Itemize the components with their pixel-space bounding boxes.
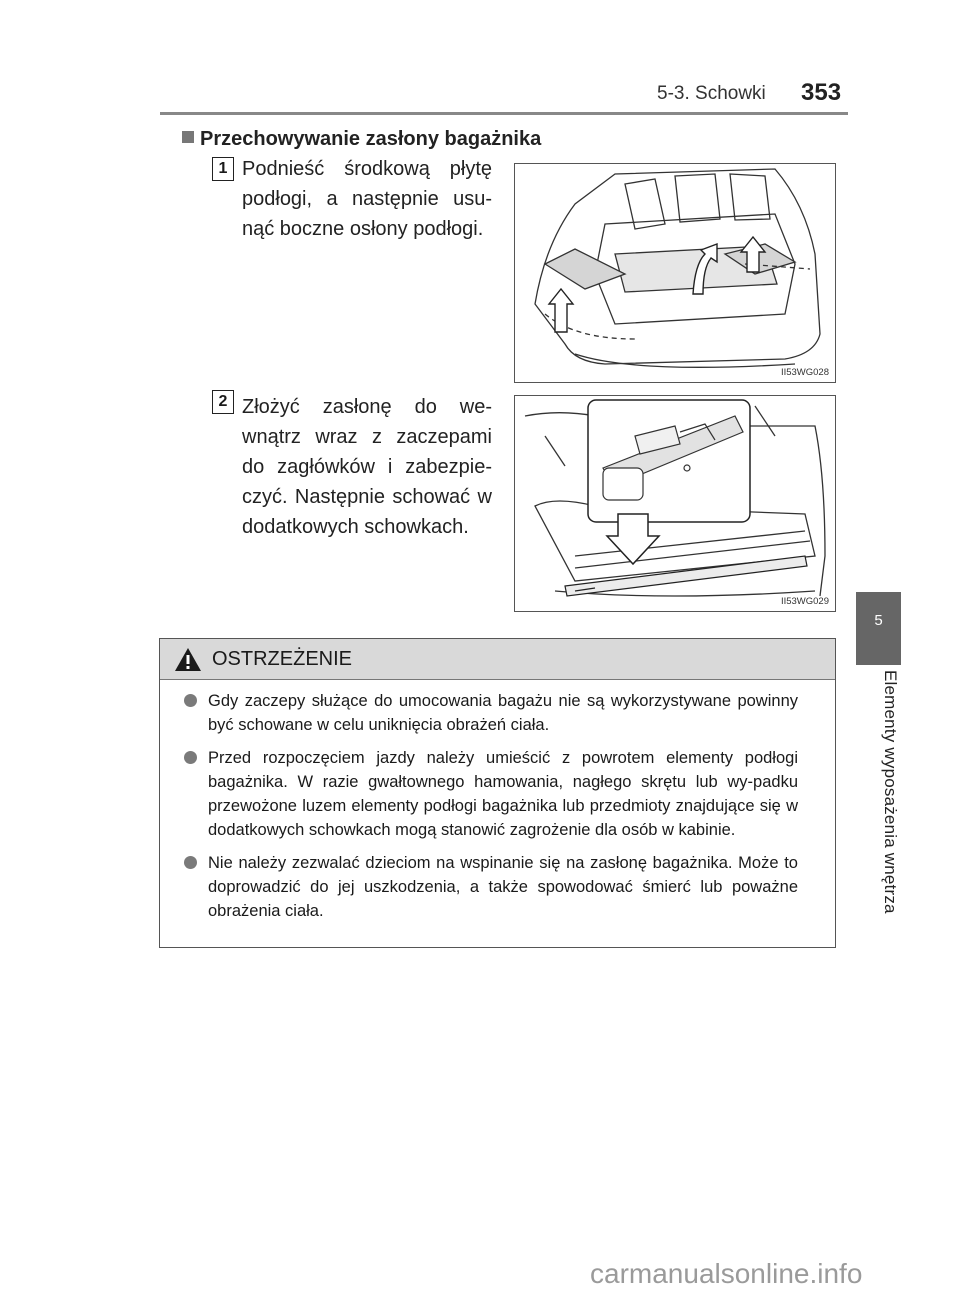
warning-item (208, 689, 798, 737)
warning-box (159, 638, 836, 948)
step-text-2: Złożyć zasłonę do we-wnątrz wraz z zaczepami do zagłówków i zabezpie-czyć. Następnie schować w dodatkowych schowkach. (242, 396, 492, 538)
section-title-text: Przechowywanie zasłony bagażnika (200, 128, 542, 150)
warning-item-text: Przed rozpoczęciem jazdy należy umieścić z powrotem elementy podłogi bagażnika. W razie gwałtownego hamowania, nagłego skrętu lub wy-padku przewożone luzem elementy podłogi bagażnika lub przedmioty znajdujące się w dodatkowych schowkach mogą stanowić zagrożenie dla osób w kabinie. (208, 749, 798, 839)
warning-list (160, 689, 835, 932)
chapter-number: 5 (874, 612, 883, 629)
warning-title: OSTRZEŻENIE (212, 648, 353, 670)
illustration-trunk-floor (514, 163, 836, 383)
chapter-tab (856, 592, 901, 665)
header-section-title: 5-3. Schowki (657, 83, 766, 104)
cover-storage-drawing (515, 396, 835, 611)
page-number: 353 (801, 79, 842, 106)
illustration-cover-storage (514, 395, 836, 612)
image-code-2: II53WG029 (780, 596, 829, 607)
section-title (182, 128, 541, 151)
warning-item (208, 746, 798, 842)
image-code-1: II53WG028 (780, 367, 829, 378)
trunk-floor-drawing (515, 164, 835, 382)
warning-item-text: Gdy zaczepy służące do umocowania bagażu nie są wykorzystywane powinny być schowane w celu uniknięcia obrażeń ciała. (208, 692, 798, 734)
step-number-2: 2 (212, 390, 234, 414)
header-divider (160, 112, 848, 115)
warning-triangle-icon (174, 647, 202, 672)
bullet-icon (184, 751, 197, 764)
warning-item (208, 851, 798, 923)
bullet-icon (184, 694, 197, 707)
warning-header (160, 639, 835, 680)
warning-item-text: Nie należy zezwalać dzieciom na wspinanie się na zasłonę bagażnika. Może to doprowadzić do jej uszkodzenia, a także spowodować śmierć lub poważne obrażenia ciała. (208, 854, 798, 920)
step-number-1: 1 (212, 157, 234, 181)
chapter-title: Elementy wyposażenia wnętrza (881, 670, 900, 914)
bullet-icon (184, 856, 197, 869)
square-bullet-icon (182, 131, 194, 143)
step-text-1: Podnieść środkową płytę podłogi, a następnie usu-nąć boczne osłony podłogi. (242, 158, 492, 240)
watermark: carmanualsonline.info (590, 1258, 863, 1289)
